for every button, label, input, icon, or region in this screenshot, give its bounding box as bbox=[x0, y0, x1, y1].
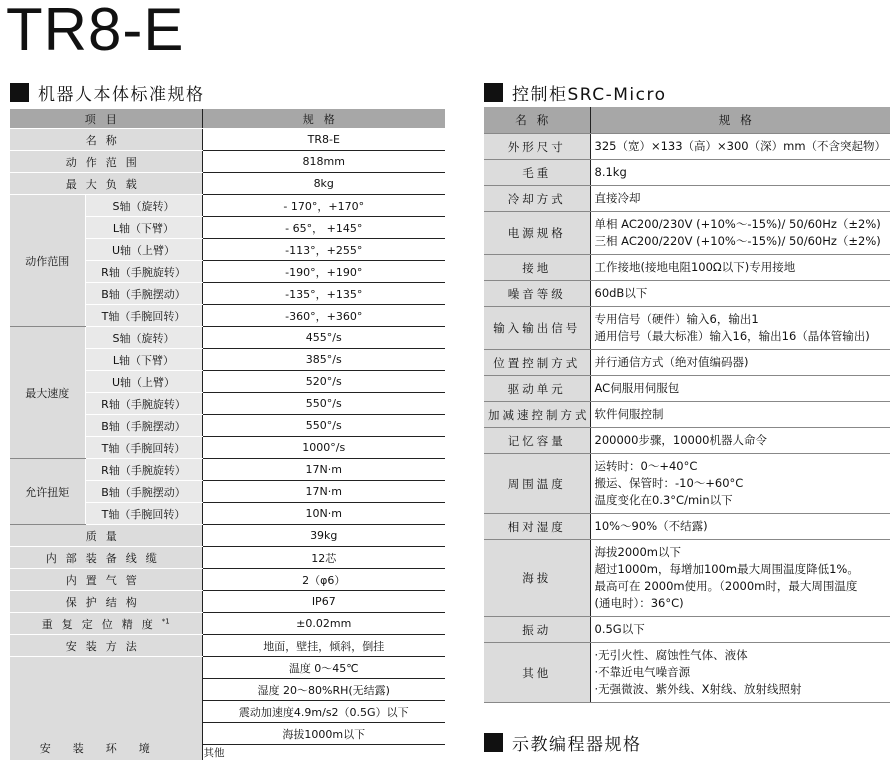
header-spec: 规格 bbox=[590, 107, 890, 134]
table-row bbox=[484, 540, 890, 617]
row-label bbox=[10, 173, 202, 195]
right-section-heading bbox=[484, 80, 667, 105]
row-label-text: 最大负载 bbox=[65, 177, 146, 191]
value-line: 温度变化在0.3°C/min以下 bbox=[594, 493, 733, 507]
row-value bbox=[590, 134, 890, 160]
table-row bbox=[10, 195, 445, 217]
value-line: 60dB以下 bbox=[594, 286, 648, 300]
env-value: 湿度 20～80%RH(无结露) bbox=[202, 679, 445, 701]
row-label: 其他 bbox=[484, 643, 590, 703]
third-section-title: 示教编程器规格 bbox=[512, 735, 642, 755]
table-row bbox=[484, 186, 890, 212]
row-value bbox=[590, 454, 890, 514]
env-value: 震动加速度4.9m/s2（0.5G）以下 bbox=[202, 701, 445, 723]
footnote-marker: *1 bbox=[161, 616, 170, 625]
left-section-heading bbox=[10, 80, 205, 105]
controller-spec-table bbox=[484, 107, 890, 703]
row-value: 8kg bbox=[202, 173, 445, 195]
row-value bbox=[590, 160, 890, 186]
value-line: 搬运、保管时：-10～+60°C bbox=[594, 476, 744, 490]
left-section-title: 机器人本体标准规格 bbox=[38, 85, 205, 105]
axis-value: 550°/s bbox=[202, 393, 445, 415]
axis-label: U轴（上臂） bbox=[85, 239, 202, 261]
axis-value: -190°，+190° bbox=[202, 261, 445, 283]
axis-label: B轴（手腕摆动） bbox=[85, 481, 202, 503]
value-line: 超过1000m，每增加100m最大周围温度降低1%。 bbox=[594, 562, 859, 576]
table-row bbox=[484, 350, 890, 376]
table-row bbox=[484, 212, 890, 255]
value-line: 0.5G以下 bbox=[594, 622, 645, 636]
axis-value: 550°/s bbox=[202, 415, 445, 437]
row-label bbox=[10, 591, 202, 613]
axis-label: T轴（手腕回转） bbox=[85, 437, 202, 459]
row-value: 12芯 bbox=[202, 547, 445, 569]
table-row bbox=[484, 428, 890, 454]
group-label: 最大速度 bbox=[10, 327, 85, 459]
axis-value: 17N·m bbox=[202, 459, 445, 481]
table-row bbox=[484, 643, 890, 703]
value-line: 单相 AC200/230V (+10%～-15%)/ 50/60Hz（±2%) bbox=[594, 217, 881, 231]
header-item: 名称 bbox=[484, 107, 590, 134]
row-value bbox=[590, 540, 890, 617]
axis-value: 455°/s bbox=[202, 327, 445, 349]
axis-label: T轴（手腕回转） bbox=[85, 503, 202, 525]
row-label bbox=[10, 613, 202, 635]
row-label: 噪音等级 bbox=[484, 281, 590, 307]
env-value: 温度 0～45℃ bbox=[202, 657, 445, 679]
row-value bbox=[590, 428, 890, 454]
table-row bbox=[484, 617, 890, 643]
axis-value: 10N·m bbox=[202, 503, 445, 525]
row-label bbox=[10, 525, 202, 547]
row-value bbox=[590, 617, 890, 643]
table-row bbox=[484, 376, 890, 402]
axis-value: 385°/s bbox=[202, 349, 445, 371]
table-row bbox=[10, 613, 445, 635]
row-value: ±0.02mm bbox=[202, 613, 445, 635]
table-row bbox=[484, 454, 890, 514]
group-label: 动作范围 bbox=[10, 195, 85, 327]
row-value bbox=[590, 350, 890, 376]
table-header-row bbox=[10, 109, 445, 129]
row-value bbox=[590, 402, 890, 428]
value-line: 专用信号（硬件）输入6，输出1 bbox=[594, 312, 759, 326]
right-section-title: 控制柜SRC-Micro bbox=[512, 85, 667, 105]
axis-label: S轴（旋转） bbox=[85, 327, 202, 349]
axis-value: 17N·m bbox=[202, 481, 445, 503]
row-label-text: 内部装备线缆 bbox=[45, 551, 166, 565]
row-label: 相对湿度 bbox=[484, 514, 590, 540]
row-value: 地面，壁挂，倾斜，倒挂 bbox=[202, 635, 445, 657]
row-label bbox=[10, 635, 202, 657]
axis-value: - 65°， +145° bbox=[202, 217, 445, 239]
table-row bbox=[10, 525, 445, 547]
axis-label: T轴（手腕回转） bbox=[85, 305, 202, 327]
table-row bbox=[484, 307, 890, 350]
table-header-row bbox=[484, 107, 890, 134]
axis-value: -135°，+135° bbox=[202, 283, 445, 305]
axis-value: - 170°，+170° bbox=[202, 195, 445, 217]
value-line: AC伺服用伺服包 bbox=[594, 381, 680, 395]
axis-label: R轴（手腕旋转） bbox=[85, 393, 202, 415]
table-row bbox=[10, 547, 445, 569]
row-value bbox=[590, 376, 890, 402]
row-label: 加减速控制方式 bbox=[484, 402, 590, 428]
axis-label: S轴（旋转） bbox=[85, 195, 202, 217]
table-row bbox=[10, 591, 445, 613]
row-label: 周围温度 bbox=[484, 454, 590, 514]
value-line: (通电时）：36°C) bbox=[594, 596, 684, 610]
axis-label: R轴（手腕旋转） bbox=[85, 261, 202, 283]
axis-value: -360°，+360° bbox=[202, 305, 445, 327]
value-line: 运转时：0～+40°C bbox=[594, 459, 698, 473]
row-value bbox=[590, 281, 890, 307]
table-row bbox=[10, 327, 445, 349]
row-value bbox=[590, 643, 890, 703]
heading-square-icon bbox=[484, 733, 503, 752]
row-label: 驱动单元 bbox=[484, 376, 590, 402]
axis-value: 520°/s bbox=[202, 371, 445, 393]
value-line: ·无强微波、紫外线、X射线、放射线照射 bbox=[594, 682, 802, 696]
value-line: 三相 AC200/220V (+10%～-15%)/ 50/60Hz（±2%) bbox=[594, 234, 881, 248]
row-label: 外形尺寸 bbox=[484, 134, 590, 160]
group-label: 允许扭矩 bbox=[10, 459, 85, 525]
row-label bbox=[10, 569, 202, 591]
row-label-text: 动作范围 bbox=[65, 155, 146, 169]
row-label: 冷却方式 bbox=[484, 186, 590, 212]
header-spec: 规格 bbox=[202, 109, 445, 129]
value-line: 软件伺服控制 bbox=[594, 407, 664, 421]
value-line: 8.1kg bbox=[594, 165, 627, 179]
model-title: TR8-E bbox=[6, 0, 185, 63]
row-value: 818mm bbox=[202, 151, 445, 173]
row-label-text: 内置气管 bbox=[65, 573, 146, 587]
row-label bbox=[10, 547, 202, 569]
third-section-heading bbox=[484, 730, 642, 755]
value-line: 直接冷却 bbox=[594, 191, 641, 205]
value-line: 工作接地(接地电阻100Ω以下)专用接地 bbox=[594, 260, 796, 274]
axis-value: -113°，+255° bbox=[202, 239, 445, 261]
row-label: 电源规格 bbox=[484, 212, 590, 255]
row-value: TR8-E bbox=[202, 129, 445, 151]
row-label: 接地 bbox=[484, 255, 590, 281]
value-line: ·无引火性、腐蚀性气体、液体 bbox=[594, 648, 748, 662]
heading-square-icon bbox=[10, 83, 29, 102]
table-row bbox=[484, 402, 890, 428]
row-label: 位置控制方式 bbox=[484, 350, 590, 376]
row-label bbox=[10, 129, 202, 151]
row-label-text: 安装方法 bbox=[65, 639, 146, 653]
row-value bbox=[590, 255, 890, 281]
value-line: 200000步骤，10000机器人命令 bbox=[594, 433, 767, 447]
table-row bbox=[10, 459, 445, 481]
table-row bbox=[10, 173, 445, 195]
group-label-text: 安装环境 bbox=[39, 741, 172, 755]
value-line: 10%～90%（不结露) bbox=[594, 519, 708, 533]
row-value: IP67 bbox=[202, 591, 445, 613]
header-item: 项目 bbox=[10, 109, 202, 129]
value-line: 海拔2000m以下 bbox=[594, 545, 681, 559]
axis-label: R轴（手腕旋转） bbox=[85, 459, 202, 481]
row-value bbox=[590, 212, 890, 255]
table-row bbox=[10, 657, 445, 679]
axis-label: L轴（下臂） bbox=[85, 217, 202, 239]
table-row bbox=[10, 635, 445, 657]
table-row bbox=[484, 255, 890, 281]
table-row bbox=[484, 134, 890, 160]
row-label-text: 重复定位精度 bbox=[41, 617, 162, 631]
table-row bbox=[10, 569, 445, 591]
row-value bbox=[590, 514, 890, 540]
value-line: 325（宽）×133（高）×300（深）mm（不含突起物） bbox=[594, 139, 887, 153]
row-label: 振动 bbox=[484, 617, 590, 643]
heading-square-icon bbox=[484, 83, 503, 102]
table-row bbox=[484, 160, 890, 186]
value-line: 最高可在 2000m使用。（2000m时，最大周围温度 bbox=[594, 579, 858, 593]
row-label-text: 质量 bbox=[85, 529, 126, 543]
row-label-text: 保护结构 bbox=[65, 595, 146, 609]
axis-value: 1000°/s bbox=[202, 437, 445, 459]
env-value: 其他 bbox=[202, 745, 445, 761]
axis-label: U轴（上臂） bbox=[85, 371, 202, 393]
row-label: 海拔 bbox=[484, 540, 590, 617]
row-value bbox=[590, 186, 890, 212]
group-label bbox=[10, 657, 202, 761]
table-row bbox=[484, 281, 890, 307]
row-label: 毛重 bbox=[484, 160, 590, 186]
row-value bbox=[590, 307, 890, 350]
row-label-text: 名称 bbox=[85, 133, 126, 147]
robot-spec-table bbox=[10, 109, 445, 761]
value-line: 通用信号（最大标准）输入16，输出16（晶体管输出) bbox=[594, 329, 870, 343]
row-value: 2（φ6） bbox=[202, 569, 445, 591]
env-value: 海拔1000m以下 bbox=[202, 723, 445, 745]
row-label: 输入输出信号 bbox=[484, 307, 590, 350]
value-line: 并行通信方式（绝对值编码器) bbox=[594, 355, 749, 369]
row-label bbox=[10, 151, 202, 173]
table-row bbox=[10, 129, 445, 151]
value-line: ·不靠近电气噪音源 bbox=[594, 665, 691, 679]
row-label: 记忆容量 bbox=[484, 428, 590, 454]
axis-label: B轴（手腕摆动） bbox=[85, 415, 202, 437]
axis-label: L轴（下臂） bbox=[85, 349, 202, 371]
table-row bbox=[10, 151, 445, 173]
axis-label: B轴（手腕摆动） bbox=[85, 283, 202, 305]
table-row bbox=[484, 514, 890, 540]
row-value: 39kg bbox=[202, 525, 445, 547]
